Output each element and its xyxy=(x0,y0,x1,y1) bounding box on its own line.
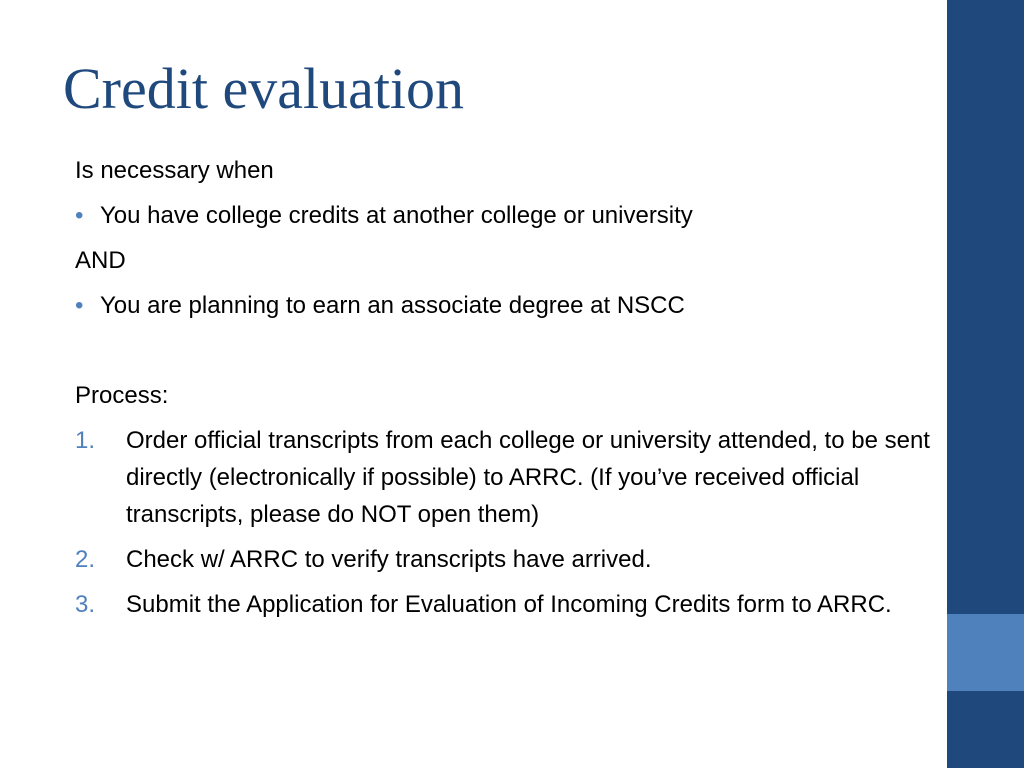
step-text: Submit the Application for Evaluation of Incoming Credits form to ARRC. xyxy=(126,591,892,618)
spacer xyxy=(75,332,935,377)
bullet-icon: • xyxy=(75,292,84,319)
bullet-item xyxy=(75,197,935,234)
bullet-icon: • xyxy=(75,202,84,229)
bullet-text: You are planning to earn an associate degree at NSCC xyxy=(100,292,685,319)
conjunction-text: AND xyxy=(75,247,126,274)
step-number: 2. xyxy=(75,546,96,573)
step-text: Check w/ ARRC to verify transcripts have arrived. xyxy=(126,546,652,573)
step-number: 1. xyxy=(75,427,96,454)
slide-body xyxy=(75,152,935,631)
process-heading: Process: xyxy=(75,382,169,409)
side-accent-decoration xyxy=(947,614,1024,691)
intro-text: Is necessary when xyxy=(75,157,274,184)
bullet-text: You have college credits at another college or university xyxy=(100,202,693,229)
step-number: 3. xyxy=(75,591,96,618)
numbered-step xyxy=(75,586,935,623)
numbered-step xyxy=(75,422,935,533)
slide-title: Credit evaluation xyxy=(63,56,465,121)
step-text: Order official transcripts from each college or university attended, to be sent directly (electronically if possible) to ARRC. (If you’ve received official transcripts, please do NOT open them) xyxy=(126,427,930,528)
numbered-step xyxy=(75,541,935,578)
bullet-item xyxy=(75,287,935,324)
